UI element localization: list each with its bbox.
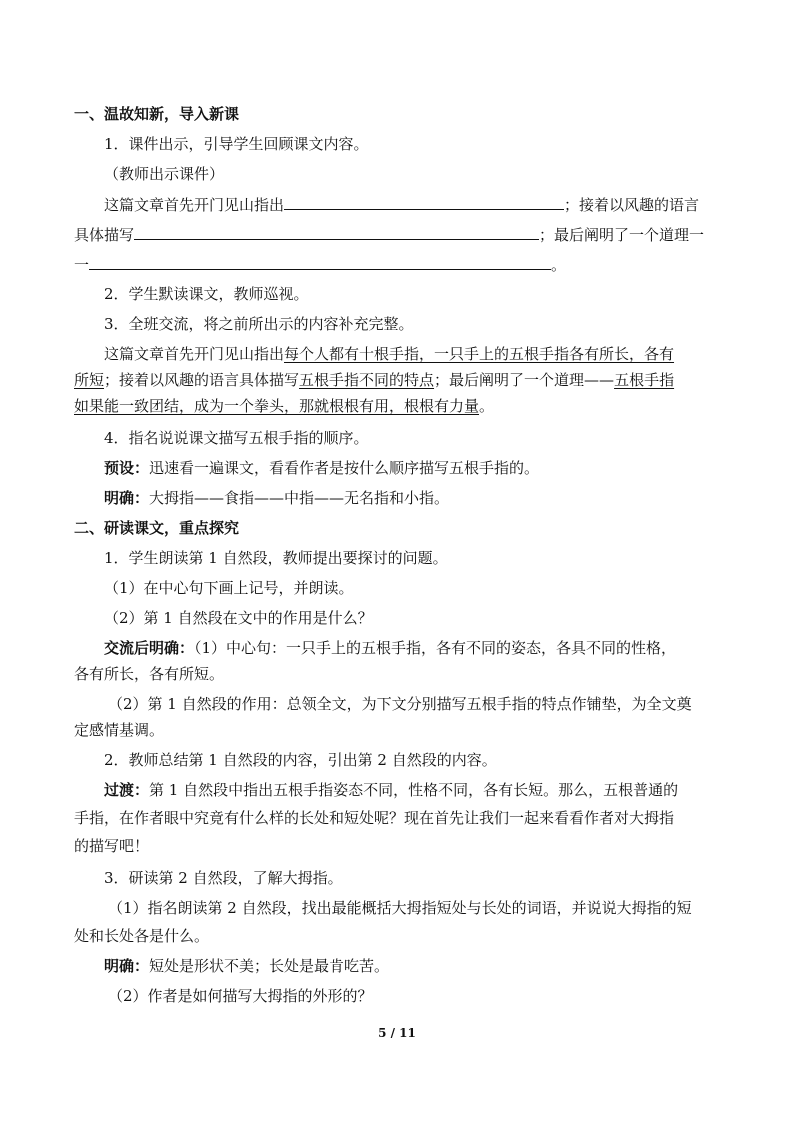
- transition-line: 过渡：第 1 自然段中指出五根手指姿态不同，性格不同，各有长短。那么，五根普通的: [104, 781, 679, 799]
- answer-line-1: 这篇文章首先开门见山指出每个人都有十根手指，一只手上的五根手指各有所长，各有: [104, 345, 675, 363]
- clarify-label: 明确：: [104, 489, 150, 507]
- paragraph: 处和长处各是什么。: [74, 927, 210, 945]
- preset-line: 预设：迅速看一遍课文，看看作者是按什么顺序描写五根手指的。: [104, 459, 540, 477]
- question: （1）在中心句下画上记号，并朗读。: [104, 579, 354, 597]
- paragraph: 3．研读第 2 自然段，了解大拇指。: [104, 869, 343, 887]
- clarify-line: 明确：短处是形状不美；长处是最肯吃苦。: [104, 957, 390, 975]
- question: （2）第 1 自然段在文中的作用是什么？: [104, 609, 373, 627]
- paragraph: 4．指名说说课文描写五根手指的顺序。: [104, 429, 369, 447]
- discussion-label: 交流后明确：: [104, 639, 195, 657]
- paragraph: 手指，在作者眼中究竟有什么样的长处和短处呢？现在首先让我们一起来看看作者对大拇指: [74, 809, 675, 827]
- discussion-line: 交流后明确：（1）中心句：一只手上的五根手指，各有不同的姿态，各具不同的性格，: [104, 639, 677, 657]
- clarify-label: 明确：: [104, 957, 150, 975]
- blank-field: [284, 194, 564, 210]
- blank-field: [134, 224, 539, 240]
- paragraph: 各有所长，各有所短。: [74, 665, 225, 683]
- clarify-line: 明确：大拇指——食指——中指——无名指和小指。: [104, 489, 450, 507]
- paragraph: 的描写吧！: [74, 837, 150, 855]
- paragraph: 3．全班交流，将之前所出示的内容补充完整。: [104, 315, 414, 333]
- paragraph: （1）指名朗读第 2 自然段，找出最能概括大拇指短处与长处的词语，并说说大拇指的短: [108, 899, 692, 917]
- underlined-answer: 所短: [74, 371, 105, 389]
- blank-field: [89, 254, 551, 270]
- paragraph: 1．学生朗读第 1 自然段，教师提出要探讨的问题。: [104, 549, 448, 567]
- underlined-answer: 五根手指: [614, 371, 675, 389]
- underlined-answer: 每个人都有十根手指，一只手上的五根手指各有所长，各有: [284, 345, 675, 363]
- paragraph: （2）第 1 自然段的作用：总领全文，为下文分别描写五根手指的特点作铺垫，为全文奠: [108, 695, 692, 713]
- paragraph: （教师出示课件）: [104, 165, 225, 183]
- paragraph: 2．学生默读课文，教师巡视。: [104, 285, 309, 303]
- answer-line-2: 所短；接着以风趣的语言具体描写五根手指不同的特点；最后阐明了一个道理——五根手指: [74, 371, 675, 389]
- answer-line-3: 如果能一致团结，成为一个拳头，那就根根有用，根根有力量。: [74, 397, 495, 415]
- fill-in-line-3: 一 。: [74, 256, 567, 274]
- preset-label: 预设：: [104, 459, 150, 477]
- page-number: 5 / 11: [378, 1026, 416, 1040]
- section-1-heading: 一、温故知新，导入新课: [74, 105, 240, 123]
- fill-in-line-1: 这篇文章首先开门见山指出 ；接着以风趣的语言: [104, 196, 700, 214]
- paragraph: 1．课件出示，引导学生回顾课文内容。: [104, 135, 369, 153]
- underlined-answer: 如果能一致团结，成为一个拳头，那就根根有用，根根有力量: [74, 397, 480, 415]
- paragraph: 2．教师总结第 1 自然段的内容，引出第 2 自然段的内容。: [104, 751, 497, 769]
- section-2-heading: 二、研读课文，重点探究: [74, 519, 240, 537]
- underlined-answer: 五根手指不同的特点: [299, 371, 435, 389]
- question: （2）作者是如何描写大拇指的外形的？: [108, 987, 373, 1005]
- paragraph: 定感情基调。: [74, 721, 165, 739]
- fill-in-line-2: 具体描写 ；最后阐明了一个道理一: [74, 226, 705, 244]
- transition-label: 过渡：: [104, 781, 150, 799]
